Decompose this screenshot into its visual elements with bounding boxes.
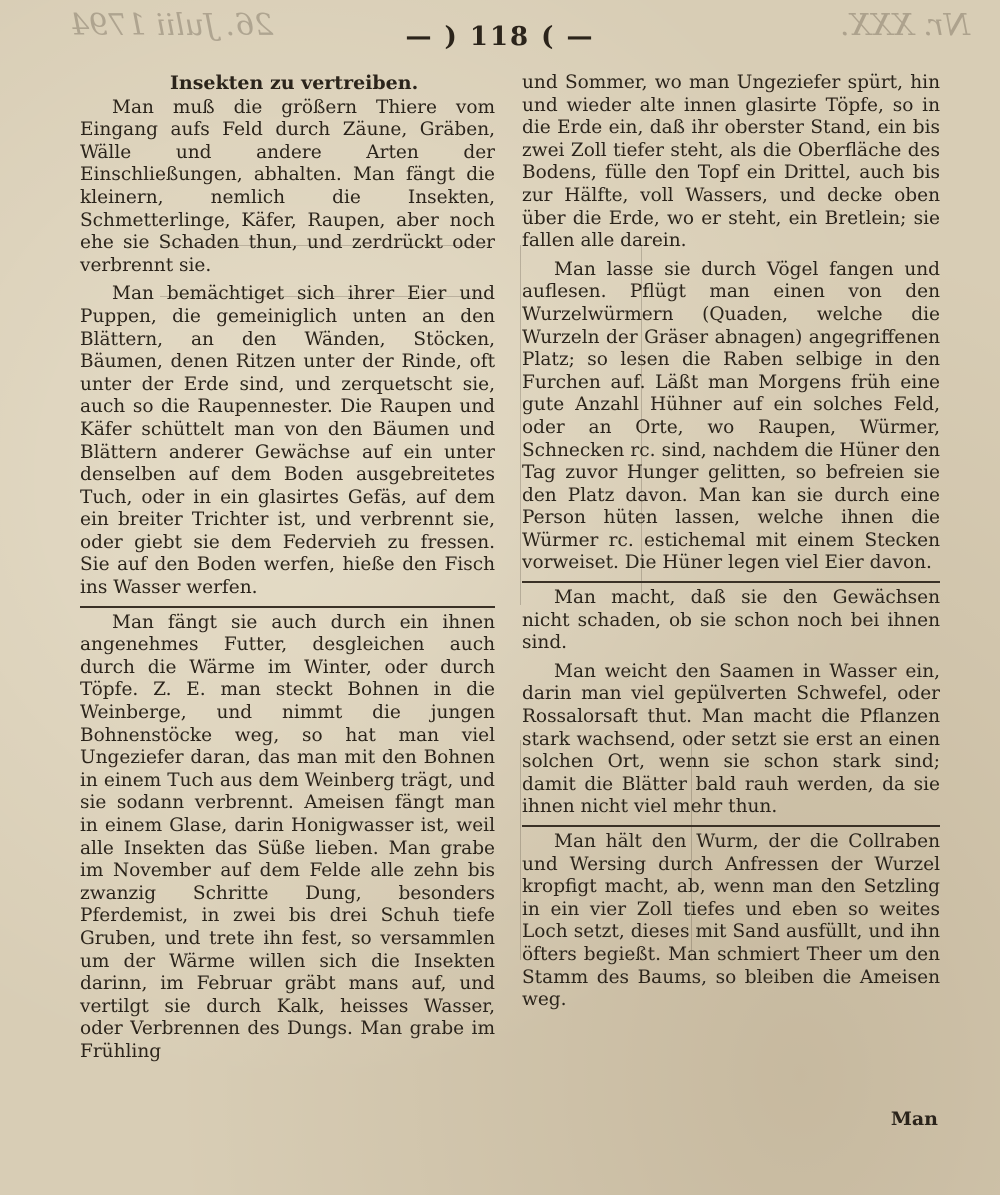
paragraph: und Sommer, wo man Ungeziefer spürt, hin und wieder alte innen glasirte Töpfe, so in die Erde ein, daß ihr oberster Stand, ein bis zwei Zoll tiefer steht, als die Oberfläche des Bodens, fülle den Topf ein Drittel, auch bis zur Hälfte, voll Wassers, und decke oben über die Erde, wo er steht, ein Bretlein; sie fallen alle darein. — [522, 72, 940, 252]
paragraph: Man lasse sie durch Vögel fangen und auflesen. Pflügt man einen von den Wurzelwürmern (Quaden, welche die Wurzeln der Gräser abnagen) angegriffenen Platz; so lesen die Raben selbige in den Furchen auf. Läßt man Morgens früh eine gute Anzahl Hühner auf ein solches Feld, oder an Orte, wo Raupen, Würmer, Schnecken rc. sind, nachdem die Hüner den Tag zuvor Hunger gelitten, so befreien sie den Platz davon. Man kan sie durch eine Person hüten lassen, welche ihnen die Würmer rc. estichemal mit einem Stecken vorweiset. Die Hüner legen viel Eier davon. — [522, 258, 940, 574]
left-column — [80, 72, 495, 1070]
bleed-through-issue: Nr. XXX. — [840, 8, 970, 43]
article-heading: Insekten zu vertreiben. — [170, 72, 419, 94]
catchword: Man — [890, 1108, 938, 1130]
section-divider — [522, 825, 940, 827]
paragraph: Man fängt sie auch durch ein ihnen angenehmes Futter, desgleichen auch durch die Wärme im Winter, oder durch Töpfe. Z. E. man steckt Bohnen in die Weinberge, und nimmt die jungen Bohnenstöcke weg, so hat man viel Ungeziefer daran, das man mit den Bohnen in einem Tuch aus dem Weinberg trägt, und sie sodann verbrennt. Ameisen fängt man in einem Glase, darin Honigwasser ist, weil alle Insekten das Süße lieben. Man grabe im November auf dem Felde alle zehn bis zwanzig Schritte Dung, besonders Pferdemist, in zwei bis drei Schuh tiefe Gruben, und trete ihn fest, so versammlen um der Wärme willen sich die Insekten darinn, im Februar gräbt mans auf, und vertilgt sie durch Kalk, heisses Wasser, oder Verbrennen des Dungs. Man grabe im Frühling — [80, 611, 495, 1062]
paragraph: Man bemächtiget sich ihrer Eier und Puppen, die gemeiniglich unten an den Blättern, an den Wänden, Stöcken, Bäumen, denen Ritzen unter der Rinde, oft unter der Erde sind, und zerquetscht sie, auch so die Raupennester. Die Raupen und Käfer schüttelt man von den Bäumen und Blättern anderer Gewächse auf ein unter denselben auf dem Boden ausgebreitetes Tuch, oder in ein glasirtes Gefäs, auf dem ein breiter Trichter ist, und verbrennt sie, oder giebt sie dem Federvieh zu fressen. Sie auf den Boden werfen, hieße den Fisch ins Wasser werfen. — [80, 283, 495, 599]
bleed-through-date: 26. Julii 1794 — [70, 8, 274, 43]
paragraph: Man weicht den Saamen in Wasser ein, darin man viel gepülverten Schwefel, oder Rossalorsaft thut. Man macht die Pflanzen stark wachsend, oder setzt sie erst an einen solchen Ort, wenn sie schon stark sind; damit die Blätter bald rauh werden, da sie ihnen nicht viel mehr thun. — [522, 660, 940, 818]
section-divider — [80, 606, 495, 608]
section-divider — [522, 581, 940, 583]
page-number: — ) 118 ( — — [405, 22, 595, 52]
paragraph: Man muß die größern Thiere vom Eingang aufs Feld durch Zäune, Gräben, Wälle und andere Arten der Einschließungen, abhalten. Man fängt die kleinern, nemlich die Insekten, Schmetterlinge, Käfer, Raupen, aber noch ehe sie Schaden thun, und zerdrückt oder verbrennt sie. — [80, 96, 495, 276]
right-column — [522, 72, 940, 1018]
paragraph: Man hält den Wurm, der die Collraben und Wersing durch Anfressen der Wurzel kropfigt macht, ab, wenn man den Setzling in ein vier Zoll tiefes und eben so weites Loch setzt, dieses mit Sand ausfüllt, und ihn öfters begießt. Man schmiert Theer um den Stamm des Baums, so bleiben die Ameisen weg. — [522, 831, 940, 1011]
paragraph: Man macht, daß sie den Gewächsen nicht schaden, ob sie schon noch bei ihnen sind. — [522, 587, 940, 654]
